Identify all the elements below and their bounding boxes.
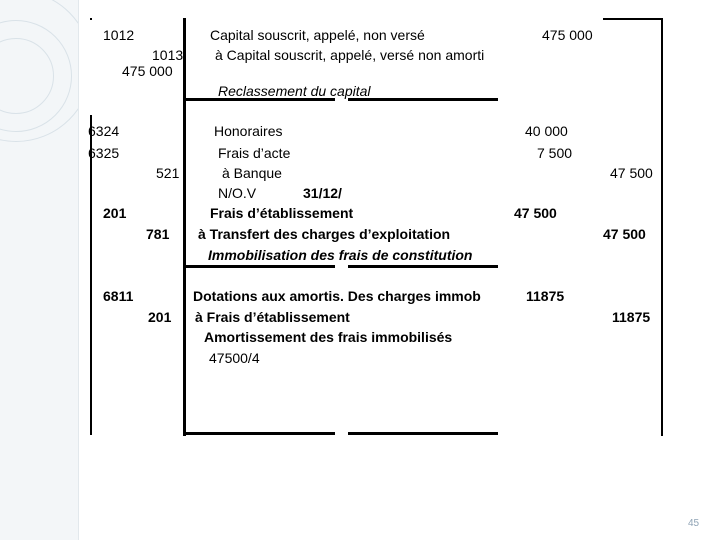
account-label: Dotations aux amortis. Des charges immob — [193, 288, 481, 304]
account-number: 6325 — [88, 145, 120, 161]
debit-amount: 475 000 — [542, 27, 593, 43]
account-number: 6811 — [103, 288, 134, 304]
entry-description: Reclassement du capital — [218, 83, 371, 99]
credit-amount: 47 500 — [610, 165, 653, 181]
account-label: Frais d’établissement — [210, 205, 354, 221]
entry-description: Amortissement des frais immobilisés — [204, 329, 453, 345]
journal-right-rule — [661, 18, 663, 436]
journal-top-left-rule — [90, 18, 92, 20]
journal-top-rule — [603, 18, 663, 20]
account-label: à Banque — [222, 165, 282, 181]
credit-amount: 47 500 — [603, 226, 646, 242]
account-number: 1012 — [103, 27, 135, 43]
entry-description: N/O.V — [218, 185, 257, 201]
decorative-ring — [0, 0, 79, 142]
account-label: Honoraires — [214, 123, 283, 139]
date-divider-right — [348, 265, 498, 268]
date-divider-right — [348, 432, 498, 435]
account-number: 201 — [148, 309, 172, 325]
credit-amount: 11875 — [612, 309, 651, 325]
calculation-note: 47500/4 — [209, 350, 260, 366]
debit-amount: 47 500 — [514, 205, 557, 221]
account-label: à Capital souscrit, appelé, versé non amorti — [215, 47, 485, 63]
account-number: 6324 — [88, 123, 120, 139]
date-divider-left — [186, 432, 335, 435]
account-label: Capital souscrit, appelé, non versé — [210, 27, 425, 43]
page-number: 45 — [688, 518, 700, 529]
account-label: à Frais d’établissement — [195, 309, 350, 325]
debit-amount: 40 000 — [525, 123, 568, 139]
journal-left-rule — [90, 115, 92, 435]
account-number: 781 — [146, 226, 170, 242]
account-label: Frais d’acte — [218, 145, 291, 161]
journal-left-bracket — [183, 18, 186, 436]
date-divider-left — [186, 265, 335, 268]
account-number: 521 — [156, 165, 180, 181]
credit-amount: 475 000 — [122, 63, 173, 79]
decorative-sidebar — [0, 0, 79, 540]
account-number: 1013 — [152, 47, 184, 63]
entry-description: Immobilisation des frais de constitution — [208, 247, 473, 263]
account-label: à Transfert des charges d’exploitation — [198, 226, 451, 242]
debit-amount: 7 500 — [537, 145, 573, 161]
debit-amount: 11875 — [526, 288, 565, 304]
entry-date: 31/12/ — [303, 185, 342, 201]
account-number: 201 — [103, 205, 127, 221]
